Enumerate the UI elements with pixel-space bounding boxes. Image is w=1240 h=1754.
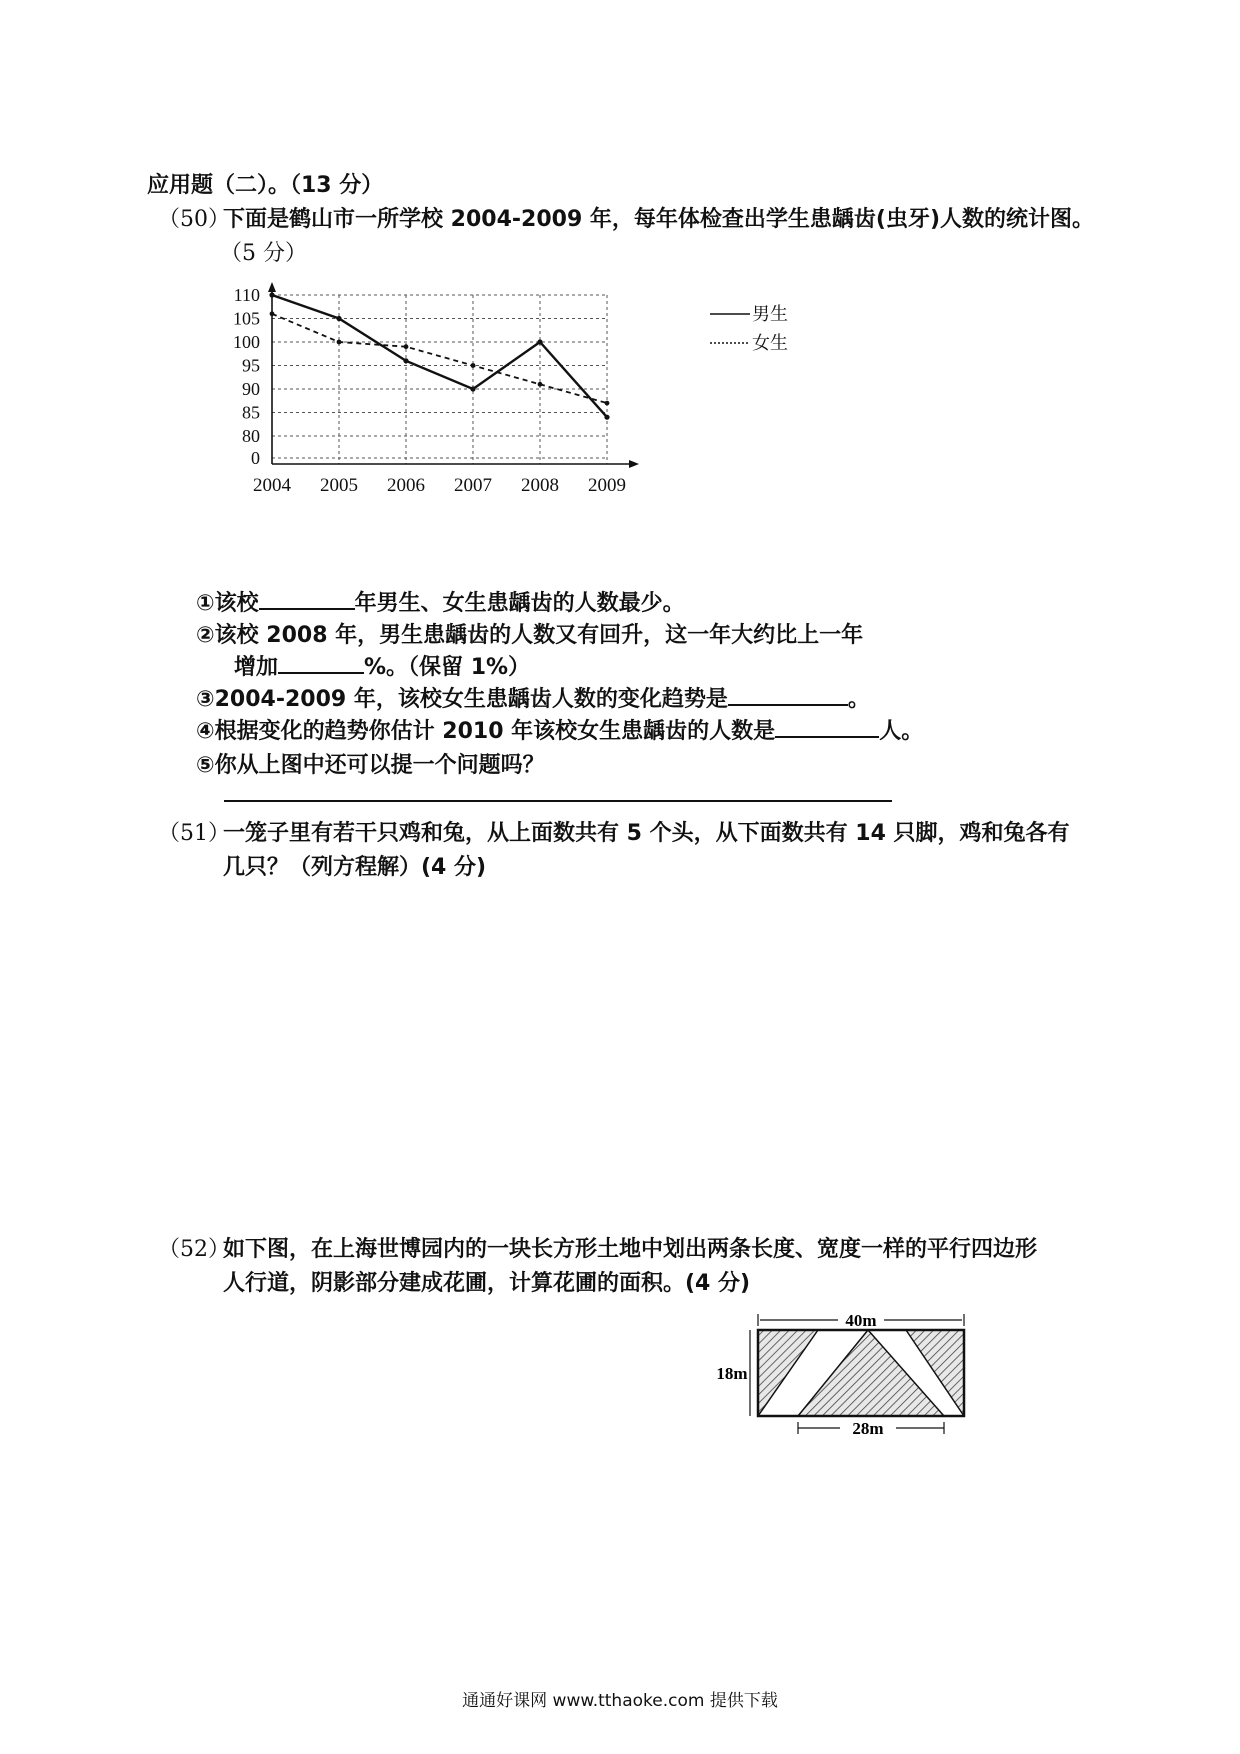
data-point xyxy=(538,382,543,387)
question-52-line-2: 人行道，阴影部分建成花圃，计算花圃的面积。(4 分) xyxy=(223,1271,751,1296)
question-52-number: （52） xyxy=(158,1237,230,1262)
answer-line-5[interactable] xyxy=(224,800,892,802)
y-tick-label: 80 xyxy=(242,426,260,446)
answer-blank-4[interactable] xyxy=(775,714,879,738)
y-tick-label: 110 xyxy=(233,285,260,305)
sub2-suffix: %。（保留 1%） xyxy=(364,655,531,680)
sub-question-3 xyxy=(196,682,870,713)
question-51-line-2: 几只？（列方程解）(4 分) xyxy=(223,855,487,880)
dimension-bottom-label: 28m xyxy=(852,1419,884,1438)
question-52-line-1: 如下图，在上海世博园内的一块长方形土地中划出两条长度、宽度一样的平行四边形 xyxy=(223,1237,1038,1262)
chart-y-ticks xyxy=(233,285,260,468)
chart-series xyxy=(269,292,609,419)
sub1-suffix: 年男生、女生患龋齿的人数最少。 xyxy=(354,591,685,616)
x-tick-label: 2005 xyxy=(320,475,358,496)
data-point xyxy=(337,340,342,345)
question-50-text: 下面是鹤山市一所学校 2004-2009 年，每年体检查出学生患龋齿(虫牙)人数的统计图。 xyxy=(223,207,1095,232)
data-point xyxy=(471,363,476,368)
data-point xyxy=(604,415,609,420)
sub-question-2: ②该校 2008 年，男生患龋齿的人数又有回升，这一年大约比上一年 xyxy=(196,623,864,648)
answer-blank-3[interactable] xyxy=(728,682,848,706)
data-point xyxy=(403,358,408,363)
dimension-left-label: 18m xyxy=(716,1364,748,1383)
y-tick-label: 90 xyxy=(242,379,260,399)
y-tick-label: 100 xyxy=(233,332,260,352)
sub3-suffix: 。 xyxy=(847,687,870,712)
x-tick-label: 2009 xyxy=(588,475,626,496)
sub-question-5: ⑤你从上图中还可以提一个问题吗？ xyxy=(196,753,545,778)
sub4-prefix: ④根据变化的趋势你估计 2010 年该校女生患龋齿的人数是 xyxy=(196,719,776,744)
x-tick-label: 2006 xyxy=(387,475,425,496)
sub3-prefix: ③2004-2009 年，该校女生患龋齿人数的变化趋势是 xyxy=(196,687,728,712)
x-axis-arrow xyxy=(629,460,639,468)
x-tick-label: 2007 xyxy=(454,475,492,496)
y-tick-label: 85 xyxy=(242,402,260,423)
dimension-top-label: 40m xyxy=(845,1311,877,1330)
x-tick-label: 2004 xyxy=(253,475,291,496)
data-point xyxy=(404,344,409,349)
y-axis-arrow xyxy=(268,282,276,292)
page-footer: 通通好课网 www.tthaoke.com 提供下载 xyxy=(462,1691,778,1711)
data-point xyxy=(269,292,274,297)
garden-figure xyxy=(700,1300,1000,1450)
sub-question-4 xyxy=(196,714,923,745)
data-point xyxy=(537,339,542,344)
x-tick-label: 2008 xyxy=(521,475,559,496)
caries-line-chart xyxy=(230,282,850,562)
sub1-prefix: ①该校 xyxy=(196,591,259,616)
legend-label: 女生 xyxy=(752,333,788,353)
series-line-2 xyxy=(272,314,607,403)
answer-blank-1[interactable] xyxy=(259,586,355,610)
question-50-number: （50） xyxy=(158,207,230,232)
answer-blank-2[interactable] xyxy=(278,650,364,674)
data-point xyxy=(336,316,341,321)
sub-question-1 xyxy=(196,586,685,617)
y-tick-label: 0 xyxy=(251,448,260,468)
question-51-line-1: 一笼子里有若干只鸡和兔，从上面数共有 5 个头，从下面数共有 14 只脚，鸡和兔各有 xyxy=(223,821,1070,846)
question-50-score: （5 分） xyxy=(220,241,307,266)
chart-legend xyxy=(710,304,788,353)
legend-label: 男生 xyxy=(752,304,788,324)
y-tick-label: 105 xyxy=(233,308,260,329)
sub4-suffix: 人。 xyxy=(879,719,924,744)
y-tick-label: 95 xyxy=(242,355,260,376)
section-title: 应用题（二）。（13 分） xyxy=(147,173,384,198)
chart-grid xyxy=(272,295,607,464)
data-point xyxy=(470,386,475,391)
sub2-prefix: 增加 xyxy=(234,655,279,680)
data-point xyxy=(270,311,275,316)
sub-question-2-cont xyxy=(234,650,530,681)
chart-axes xyxy=(268,282,639,468)
data-point xyxy=(605,401,610,406)
chart-x-ticks xyxy=(253,475,626,496)
question-51-number: （51） xyxy=(158,821,230,846)
